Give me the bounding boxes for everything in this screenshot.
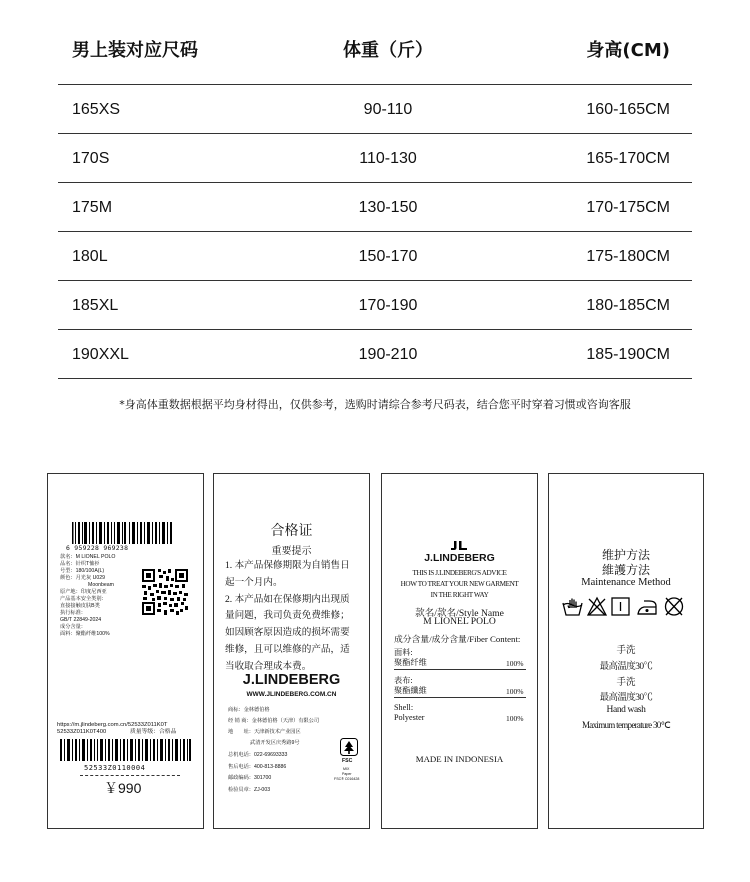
care-line: 手洗	[616, 646, 636, 656]
qr-code-icon	[142, 569, 188, 615]
product-code: 52533Z011K0T400	[57, 729, 107, 735]
certificate-tag	[213, 473, 370, 829]
info-line: 颜色：月光灰 U029	[60, 575, 105, 581]
care-line: Hand wash	[606, 705, 646, 715]
size-cell: 190XXL	[72, 346, 129, 363]
barcode-digits: 6 959228 969238	[66, 544, 129, 552]
size-table	[58, 0, 692, 379]
info-line: 邮政编码：301700	[228, 775, 272, 781]
warranty-text	[225, 558, 365, 676]
bottom-code: 52533Z0110004	[84, 764, 146, 772]
care-line: 手洗	[616, 678, 636, 688]
care-advice	[382, 568, 537, 601]
table-row	[58, 281, 692, 330]
table-row	[58, 85, 692, 134]
maintenance-title-cn: 维护方法	[601, 548, 650, 562]
fsc-label: MIX	[343, 767, 350, 771]
brand-care-tag	[381, 473, 538, 829]
advice-line: IN THE RIGHT WAY	[430, 591, 489, 599]
height-cell: 160-165CM	[586, 101, 670, 118]
height-cell: 175-180CM	[586, 248, 670, 265]
divider	[394, 669, 526, 670]
info-line: 总机电话：022-69693333	[228, 752, 288, 758]
brand-name: J.LINDEBERG	[424, 552, 495, 564]
info-line: GB/T 22849-2024	[60, 617, 102, 623]
advice-line: HOW TO TREAT YOUR NEW GARMENT	[400, 580, 519, 588]
divider	[80, 775, 180, 776]
weight-cell: 110-130	[359, 150, 417, 167]
no-dry-clean-icon	[666, 598, 683, 615]
info-line: Moonbeam	[88, 582, 114, 588]
info-line: 执行标准：	[60, 610, 86, 616]
no-bleach-icon	[588, 598, 606, 615]
size-cell: 185XL	[72, 297, 119, 314]
warranty-line: 如因顾客原因造成的损坏需要	[225, 627, 350, 639]
brand-mark-icon	[450, 541, 470, 551]
fsc-label: FSC	[342, 758, 353, 764]
size-note: *身高体重数据根据平均身材得出，仅供参考，选购时请综合参考尺码表，结合您平时穿着习惯或咨询客服	[119, 398, 631, 411]
warranty-line: 维修，且可以维修的产品，适	[225, 643, 350, 655]
fiber-section: Shell:	[394, 703, 414, 712]
size-cell: 170S	[72, 150, 110, 167]
hand-wash-icon	[563, 599, 582, 616]
info-line: 成分含量：	[60, 624, 86, 630]
table-row	[58, 330, 692, 379]
size-cell: 165XS	[72, 101, 121, 118]
fiber-label: 成分含量/成分含量/Fiber Content:	[394, 634, 521, 644]
size-cell: 175M	[72, 199, 113, 216]
warranty-line: 当收取合理成本费。	[225, 660, 312, 672]
info-line: 直接接触皮肤B类	[60, 603, 100, 609]
fsc-label: Paper	[342, 772, 352, 776]
care-line: 最高温度30℃	[599, 662, 653, 672]
brand-logo: J.LINDEBERG	[242, 672, 341, 688]
height-cell: 170-175CM	[586, 199, 670, 216]
maintenance-title-en: Maintenance Method	[581, 577, 671, 588]
height-cell: 185-190CM	[586, 346, 670, 363]
fiber-name: Polyester	[394, 713, 425, 722]
advice-line: THIS IS J.LINDEBERG'S ADVICE	[412, 569, 507, 577]
fiber-name: 聚酯纖維	[394, 686, 427, 695]
certificate-title: 合格证	[270, 524, 313, 539]
info-line: 面料：聚酯纤维100%	[60, 631, 110, 637]
website: WWW.JLINDEBERG.COM.CN	[246, 691, 337, 698]
maintenance-title-tw: 維護方法	[601, 563, 650, 577]
price: ￥990	[104, 780, 142, 796]
tumble-dry-low-icon	[612, 598, 629, 615]
style-name: M LIONEL POLO	[423, 616, 496, 627]
style-label: 款名/款名/Style Name	[415, 608, 504, 619]
fsc-tree-icon	[340, 738, 358, 756]
info-line: 经 销 商：金林德伯格（天津）有限公司	[228, 718, 320, 724]
care-line: Maximum temperature 30℃	[582, 720, 670, 730]
divider	[394, 697, 526, 698]
bottom-barcode-icon	[60, 739, 192, 761]
header-height: 身高(CM)	[586, 40, 670, 61]
fiber-percent: 100%	[506, 659, 524, 668]
care-line: 最高溫度30℃	[599, 693, 653, 703]
table-row	[58, 183, 692, 232]
header-weight: 体重（斤）	[343, 40, 433, 61]
info-line: 款名：M LIONEL POLO	[60, 554, 116, 560]
weight-cell: 130-150	[358, 199, 418, 216]
weight-cell: 150-170	[358, 248, 418, 265]
info-line: 原产地：印度尼西亚	[60, 589, 107, 595]
product-url: https://m.jlindeberg.com.cn/52533Z011K0T	[57, 722, 168, 728]
fiber-name: 聚酯纤维	[394, 658, 427, 667]
warranty-line: 2. 本产品如在保修期内出现质	[225, 593, 350, 605]
fsc-label: FSC® C016428	[334, 777, 360, 781]
fiber-percent: 100%	[506, 714, 524, 723]
warranty-line: 1. 本产品保修期限为自销售日	[225, 560, 350, 571]
info-line: 号型：180/100A(L)	[60, 568, 105, 574]
barcode-tag	[47, 473, 204, 829]
fiber-section: 面料:	[394, 648, 413, 657]
barcode-icon	[72, 522, 174, 544]
certificate-subtitle: 重要提示	[271, 546, 312, 557]
weight-cell: 90-110	[363, 101, 413, 118]
fiber-percent: 100%	[506, 687, 524, 696]
info-line: 商标：金林德伯格	[228, 707, 270, 713]
fiber-section: 表布:	[394, 676, 413, 685]
height-cell: 165-170CM	[586, 150, 670, 167]
quality-grade: 质量等级：合格品	[130, 729, 177, 735]
maintenance-tag	[548, 473, 704, 829]
height-cell: 180-185CM	[586, 297, 670, 314]
origin: MADE IN INDONESIA	[415, 754, 504, 764]
table-row	[58, 232, 692, 281]
warranty-line: 起一个月内。	[225, 576, 283, 588]
info-line: 武清开发区庆秀路9号	[250, 740, 300, 746]
table-row	[58, 134, 692, 183]
info-line: 地 址：天津新技术产业园区	[228, 729, 301, 735]
weight-cell: 170-190	[358, 297, 418, 314]
iron-low-icon	[638, 601, 656, 614]
header-size: 男上装对应尺码	[72, 40, 198, 61]
weight-cell: 190-210	[358, 346, 418, 363]
info-line: 品名：针织T恤衫	[60, 561, 100, 567]
size-cell: 180L	[72, 248, 108, 265]
info-line: 售后电话：400-813-8886	[228, 764, 287, 770]
size-table-header	[58, 0, 692, 85]
info-line: 产品基本安全类别：	[60, 596, 107, 602]
warranty-line: 量问题，我司负责免费维修；	[225, 610, 350, 622]
care-symbols	[562, 596, 694, 618]
info-line: 检验员章：ZJ-003	[228, 787, 271, 793]
